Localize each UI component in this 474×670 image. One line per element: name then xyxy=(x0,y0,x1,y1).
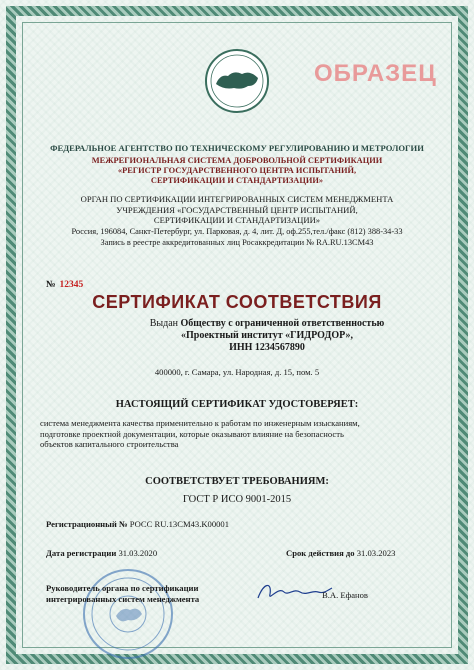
issued-to xyxy=(102,318,432,354)
agency-title: ФЕДЕРАЛЬНОЕ АГЕНТСТВО ПО ТЕХНИЧЕСКОМУ РЕГУЛИРОВАНИЮ И МЕТРОЛОГИИ xyxy=(50,143,424,153)
issued-org-inn: ИНН 1234567890 xyxy=(229,342,305,353)
certification-body xyxy=(32,194,442,226)
registration-date xyxy=(46,548,157,558)
number-label: № xyxy=(46,280,56,290)
registration-number xyxy=(46,519,229,529)
certifies-heading: НАСТОЯЩИЙ СЕРТИФИКАТ УДОСТОВЕРЯЕТ: xyxy=(115,399,359,410)
address-line: Россия, 196084, Санкт-Петербург, ул. Парковая, д. 4, лит. Д, оф.255,тел./факс (812) 388-34-33 xyxy=(71,227,403,236)
issued-label: Выдан xyxy=(149,318,178,329)
number-value: 12345 xyxy=(59,280,84,290)
russia-map-emblem-icon xyxy=(204,48,270,114)
head-title-line: интегрированных систем менеджмента xyxy=(46,593,200,604)
system-line: МЕЖРЕГИОНАЛЬНАЯ СИСТЕМА ДОБРОВОЛЬНОЙ СЕРТИФИКАЦИИ xyxy=(91,156,383,165)
issued-line xyxy=(102,318,432,330)
system-name xyxy=(32,156,442,186)
head-title-line: Руководитель органа по сертификации xyxy=(46,583,199,593)
issued-org-line: «Проектный институт «ГИДРОДОР», xyxy=(181,330,353,341)
body-address xyxy=(32,227,442,248)
reg-number-label: Регистрационный № xyxy=(46,519,128,529)
certificate-number xyxy=(46,280,83,290)
sample-watermark: ОБРАЗЕЦ xyxy=(314,60,437,87)
certificate-title: СЕРТИФИКАТ СООТВЕТСТВИЯ xyxy=(92,292,382,312)
body-line: ОРГАН ПО СЕРТИФИКАЦИИ ИНТЕГРИРОВАННЫХ СИСТЕМ МЕНЕДЖМЕНТА xyxy=(80,194,394,204)
organization-address: 400000, г. Самара, ул. Народная, д. 15, пом. 5 xyxy=(154,367,320,377)
body-line: СЕРТИФИКАЦИИ И СТАНДАРТИЗАЦИИ» xyxy=(153,215,321,225)
certification-scope xyxy=(40,418,436,450)
certificate-content xyxy=(32,30,442,650)
validity-date xyxy=(286,548,395,558)
reg-number-value: РОСС RU.13CM43.K00001 xyxy=(129,519,230,529)
scope-line: подготовке проектной документации, которые оказывают влияние на безопасность xyxy=(40,428,344,439)
scope-line: система менеджмента качества применительно к работам по инженерным изысканиям, xyxy=(40,418,360,428)
standard-name: ГОСТ Р ИСО 9001-2015 xyxy=(182,494,292,505)
accreditation-line: Запись в реестре аккредитованных лиц Росаккредитации № RA.RU.13CM43 xyxy=(100,237,374,247)
system-line: «РЕГИСТР ГОСУДАРСТВЕННОГО ЦЕНТРА ИСПЫТАНИЙ, xyxy=(117,166,357,175)
signer-name: В.А. Ефанов xyxy=(322,590,368,600)
system-line: СЕРТИФИКАЦИИ И СТАНДАРТИЗАЦИИ» xyxy=(150,176,324,185)
validity-label: Срок действия до xyxy=(286,548,355,558)
validity-value: 31.03.2023 xyxy=(356,548,396,558)
complies-heading: СООТВЕТСТВУЕТ ТРЕБОВАНИЯМ: xyxy=(145,476,329,487)
issued-org-line: Обществу с ограниченной ответственностью xyxy=(180,318,385,329)
body-line: УЧРЕЖДЕНИЯ «ГОСУДАРСТВЕННЫЙ ЦЕНТР ИСПЫТАНИЙ, xyxy=(116,204,358,215)
head-title xyxy=(46,583,199,604)
scope-line: объектов капитального строительства xyxy=(40,439,179,449)
reg-date-value: 31.03.2020 xyxy=(118,548,158,558)
official-seal-icon xyxy=(80,566,176,662)
reg-date-label: Дата регистрации xyxy=(46,548,117,558)
